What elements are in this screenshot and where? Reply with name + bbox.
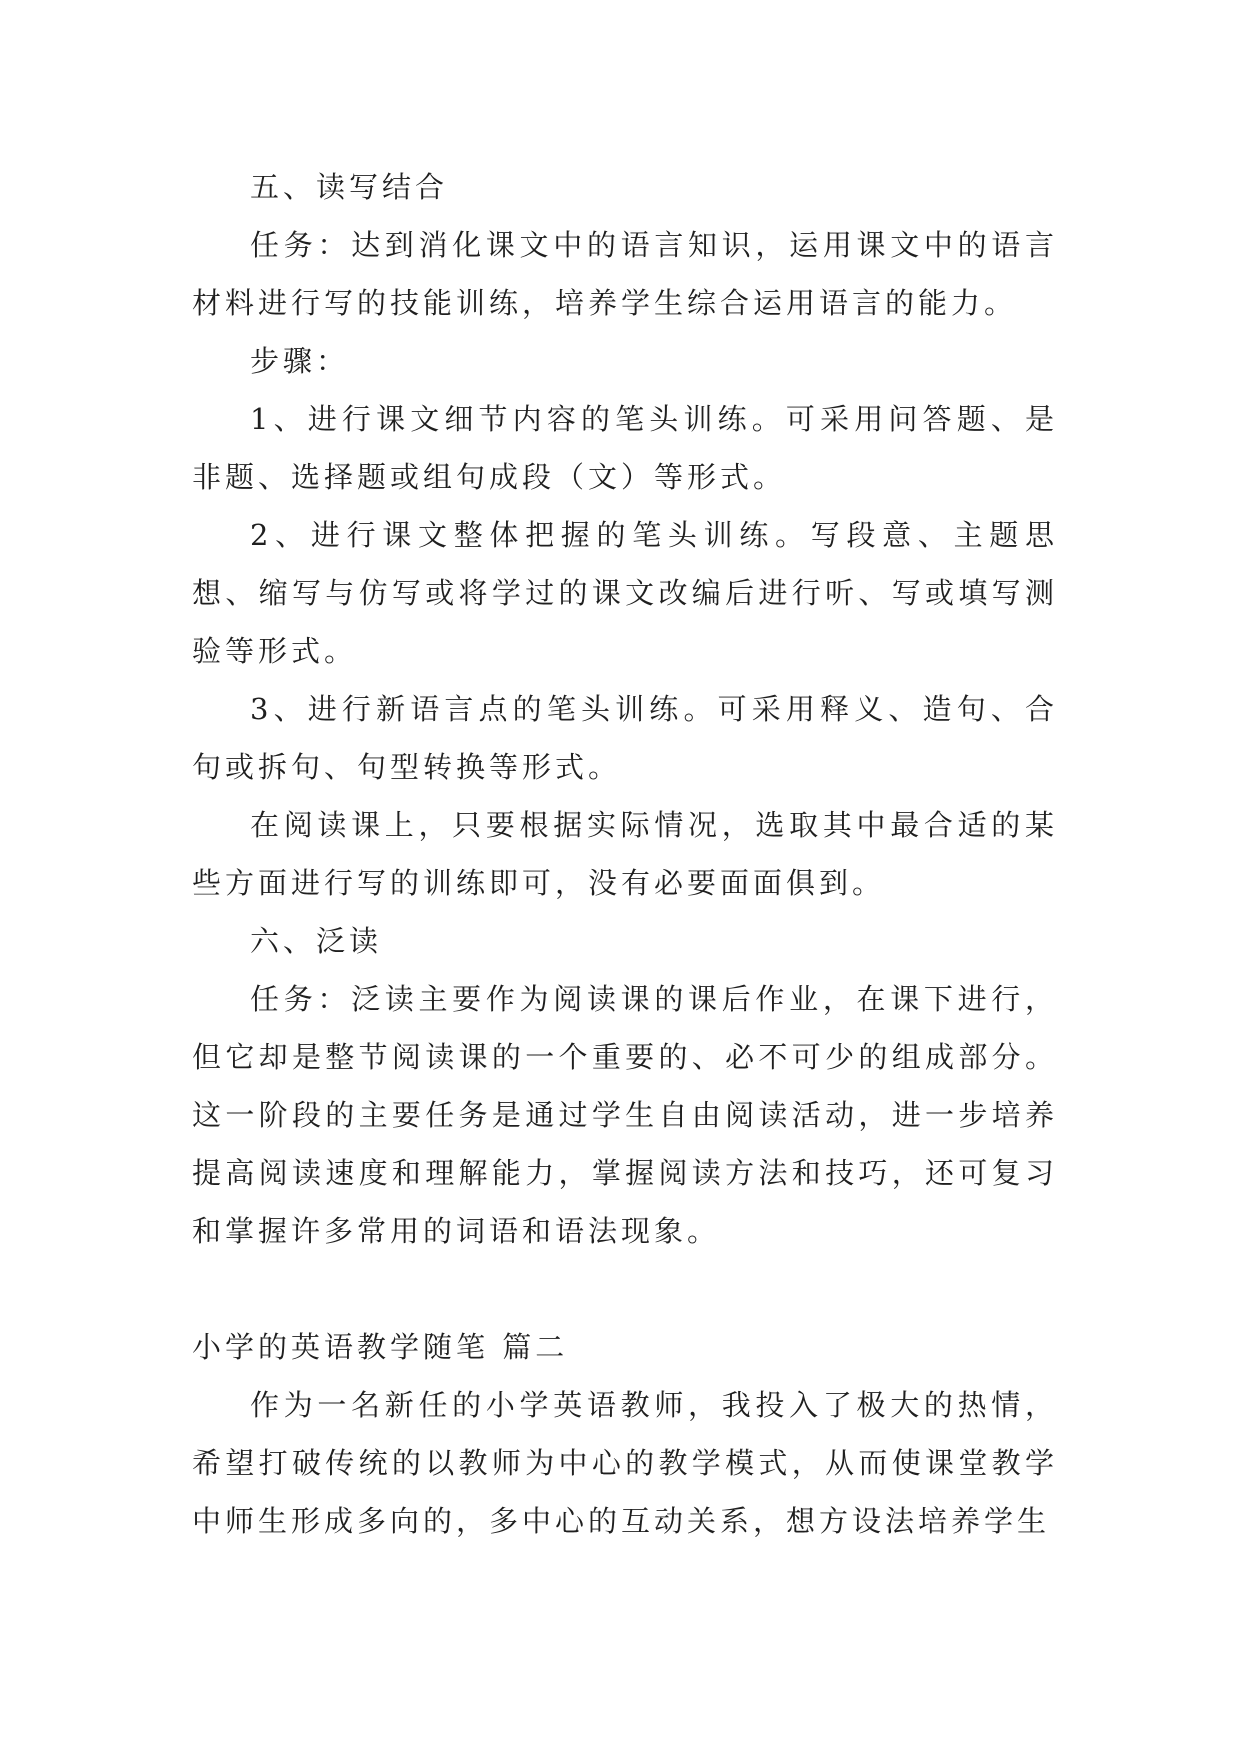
paragraph-step-3: 3、进行新语言点的笔头训练。可采用释义、造句、合句或拆句、句型转换等形式。 <box>192 692 1058 784</box>
paragraph-summary: 在阅读课上，只要根据实际情况，选取其中最合适的某些方面进行写的训练即可，没有必要面面俱到。 <box>192 808 1058 900</box>
paragraph-step-2: 2、进行课文整体把握的笔头训练。写段意、主题思想、缩写与仿写或将学过的课文改编后进行听、写或填写测验等形式。 <box>192 518 1058 668</box>
paragraph-task: 任务：达到消化课文中的语言知识，运用课文中的语言材料进行写的技能训练，培养学生综合运用语言的能力。 <box>192 228 1058 320</box>
section-gap <box>192 1260 1058 1318</box>
section-title: 小学的英语教学随笔 篇二 <box>192 1330 569 1364</box>
heading-reading-writing: 五、读写结合 <box>250 170 449 204</box>
paragraph-extensive-task: 任务：泛读主要作为阅读课的课后作业，在课下进行，但它却是整节阅读课的一个重要的、必不可少的组成部分。这一阶段的主要任务是通过学生自由阅读活动，进一步培养提高阅读速度和理解能力，掌握阅读方法和技巧，还可复习和掌握许多常用的词语和语法现象。 <box>192 982 1058 1248</box>
heading-extensive-reading: 六、泛读 <box>250 924 383 958</box>
paragraph-step-1: 1、进行课文细节内容的笔头训练。可采用问答题、是非题、选择题或组句成段（文）等形式。 <box>192 402 1058 494</box>
paragraph-new-teacher: 作为一名新任的小学英语教师，我投入了极大的热情，希望打破传统的以教师为中心的教学模式，从而使课堂教学中师生形成多向的，多中心的互动关系，想方设法培养学生 <box>192 1388 1058 1538</box>
document-body <box>192 158 1058 1550</box>
paragraph-steps-label: 步骤： <box>250 344 350 378</box>
